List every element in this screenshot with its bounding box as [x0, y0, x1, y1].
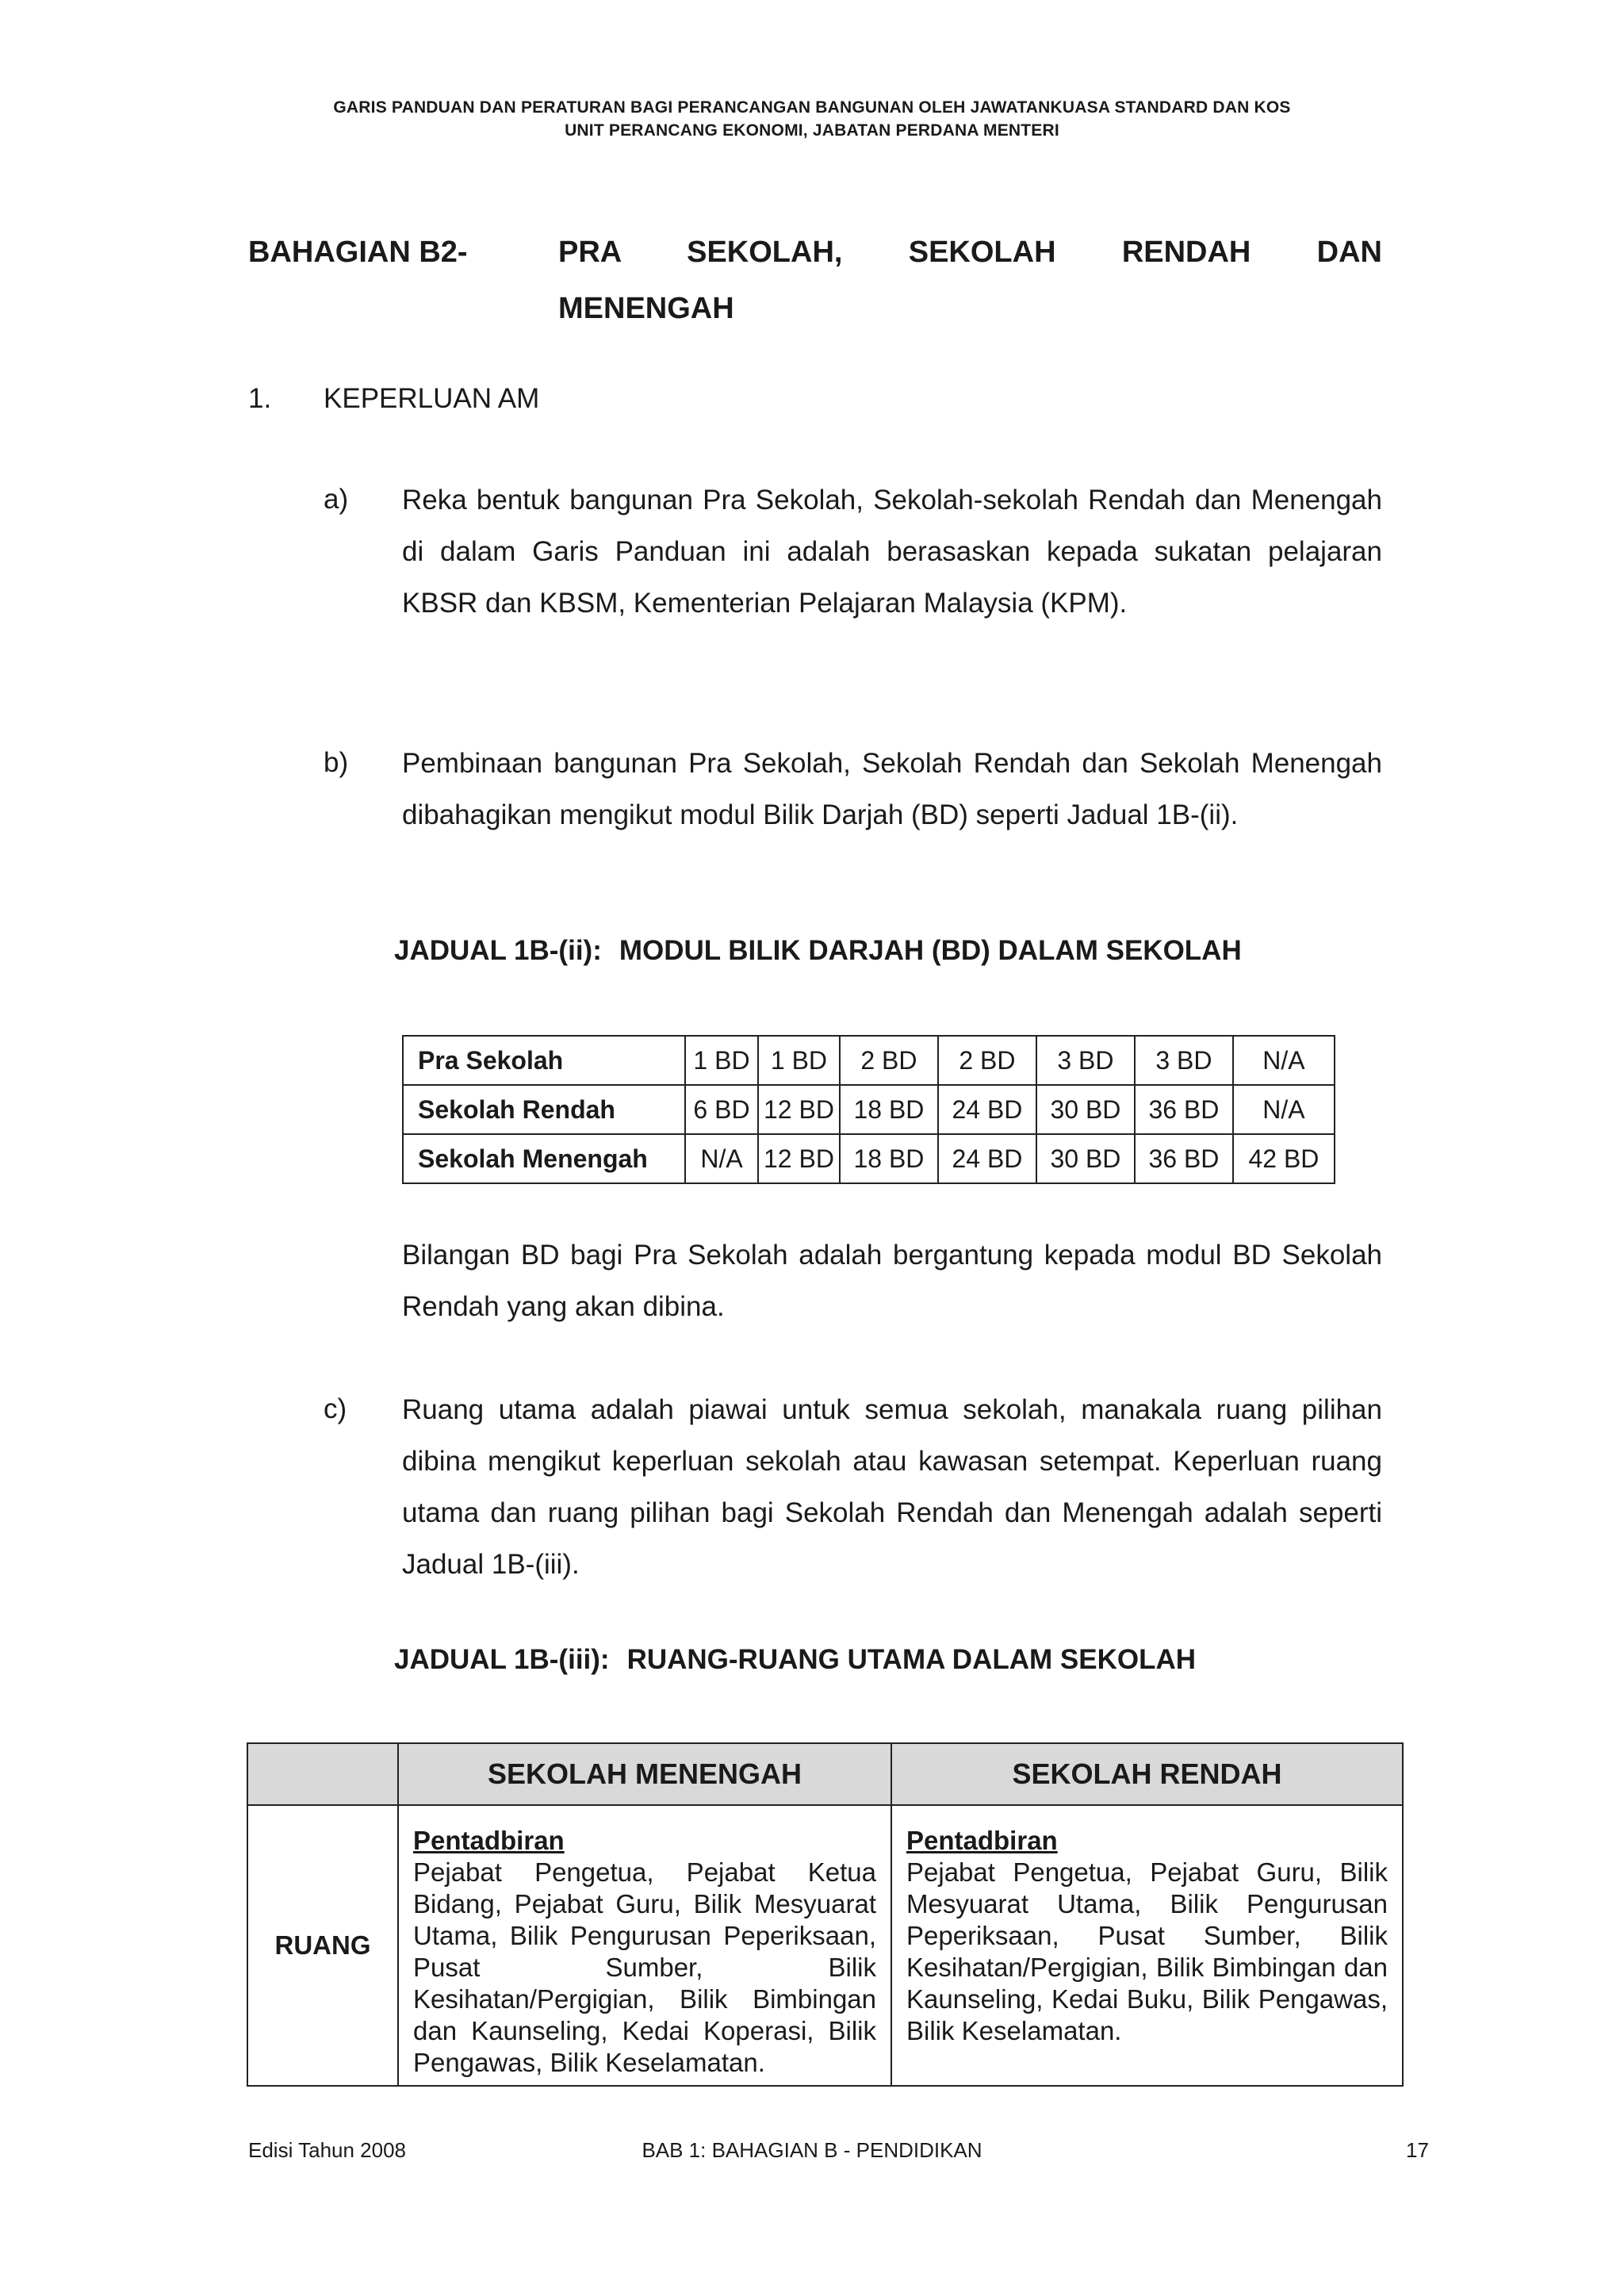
part-title-line1: PRA SEKOLAH, SEKOLAH RENDAH DAN: [558, 236, 1382, 269]
part-title-line2: MENENGAH: [558, 292, 734, 325]
table-cell: 18 BD: [840, 1085, 938, 1134]
row-label-ruang: RUANG: [247, 1805, 398, 2086]
row-label: Sekolah Rendah: [403, 1085, 685, 1134]
table-header-row: [247, 1743, 1403, 1805]
table-cell: 42 BD: [1233, 1134, 1335, 1183]
header-cell-menengah: SEKOLAH MENENGAH: [398, 1743, 891, 1805]
table-row: [403, 1036, 1335, 1085]
running-header-line1: GARIS PANDUAN DAN PERATURAN BAGI PERANCANGAN BANGUNAN OLEH JAWATANKUASA STANDARD DAN KOS: [333, 98, 1291, 117]
section-number: 1.: [248, 383, 272, 414]
menengah-spaces-cell: [398, 1805, 891, 2086]
header-cell-rendah: SEKOLAH RENDAH: [891, 1743, 1403, 1805]
menengah-subhead: Pentadbiran: [413, 1826, 565, 1855]
row-label: Sekolah Menengah: [403, 1134, 685, 1183]
table-cell: 3 BD: [1135, 1036, 1233, 1085]
bd-note: Bilangan BD bagi Pra Sekolah adalah bergantung kepada modul BD Sekolah Rendah yang akan dibina.: [402, 1240, 1382, 1322]
table-cell: 1 BD: [685, 1036, 758, 1085]
table-cell: 36 BD: [1135, 1134, 1233, 1183]
table2-caption-title: RUANG-RUANG UTAMA DALAM SEKOLAH: [626, 1644, 1197, 1675]
table-cell: 30 BD: [1036, 1085, 1135, 1134]
item-a-marker: a): [324, 484, 349, 515]
item-c-marker: c): [324, 1393, 347, 1424]
table2-caption-id: JADUAL 1B-(iii):: [394, 1644, 610, 1675]
table-cell: 24 BD: [938, 1085, 1036, 1134]
row-label: Pra Sekolah: [403, 1036, 685, 1085]
table-cell: N/A: [1233, 1085, 1335, 1134]
table-cell: 2 BD: [938, 1036, 1036, 1085]
rendah-spaces-text: Pejabat Pengetua, Pejabat Guru, Bilik Mesyuarat Utama, Bilik Pengurusan Peperiksaan, Pusat Sumber, Bilik Kesihatan/Pergigian, Bilik Bimbingan dan Kaunseling, Kedai Buku, Bilik Pengawas, Bilik Keselamatan.: [906, 1857, 1388, 2045]
classroom-module-table: [402, 1035, 1335, 1184]
item-b-text: Pembinaan bangunan Pra Sekolah, Sekolah Rendah dan Sekolah Menengah dibahagikan mengikut modul Bilik Darjah (BD) seperti Jadual 1B-(ii).: [402, 748, 1382, 830]
table-cell: 2 BD: [840, 1036, 938, 1085]
table-cell: N/A: [685, 1134, 758, 1183]
rendah-spaces-cell: [891, 1805, 1403, 2086]
item-a-text: Reka bentuk bangunan Pra Sekolah, Sekolah-sekolah Rendah dan Menengah di dalam Garis Panduan ini adalah berasaskan kepada sukatan pelajaran KBSR dan KBSM, Kementerian Pelajaran Malaysia (KPM).: [402, 485, 1382, 619]
table1-caption-title: MODUL BILIK DARJAH (BD) DALAM SEKOLAH: [619, 935, 1242, 966]
table-cell: 18 BD: [840, 1134, 938, 1183]
header-cell-empty: [247, 1743, 398, 1805]
rendah-subhead: Pentadbiran: [906, 1826, 1058, 1855]
table2-caption: [394, 1644, 1196, 1676]
table-cell: 36 BD: [1135, 1085, 1233, 1134]
table-row: [403, 1085, 1335, 1134]
table-cell: N/A: [1233, 1036, 1335, 1085]
footer-chapter: BAB 1: BAHAGIAN B - PENDIDIKAN: [642, 2138, 982, 2162]
table-cell: 6 BD: [685, 1085, 758, 1134]
table-cell: 1 BD: [758, 1036, 840, 1085]
footer-edition: Edisi Tahun 2008: [248, 2138, 407, 2162]
table-cell: 12 BD: [758, 1134, 840, 1183]
menengah-spaces-text: Pejabat Pengetua, Pejabat Ketua Bidang, Pejabat Guru, Bilik Mesyuarat Utama, Bilik Pengurusan Peperiksaan, Pusat Sumber, Bilik Kesihatan/Pergigian, Bilik Bimbingan dan Kaunseling, Kedai Koperasi, Bilik Pengawas, Bilik Keselamatan.: [413, 1857, 876, 2077]
main-spaces-table: [247, 1742, 1404, 2087]
table-cell: 30 BD: [1036, 1134, 1135, 1183]
table1-caption-id: JADUAL 1B-(ii):: [394, 935, 602, 966]
footer-page-number: 17: [1406, 2138, 1429, 2162]
table-cell: 24 BD: [938, 1134, 1036, 1183]
table-cell: 12 BD: [758, 1085, 840, 1134]
running-header-line2: UNIT PERANCANG EKONOMI, JABATAN PERDANA MENTERI: [565, 121, 1059, 140]
table-cell: 3 BD: [1036, 1036, 1135, 1085]
table-row: [247, 1805, 1403, 2086]
item-b-marker: b): [324, 747, 349, 778]
table-row: [403, 1134, 1335, 1183]
table1-caption: [394, 935, 1242, 967]
section-title: KEPERLUAN AM: [324, 383, 540, 414]
part-code: BAHAGIAN B2-: [248, 236, 468, 269]
item-c-text: Ruang utama adalah piawai untuk semua sekolah, manakala ruang pilihan dibina mengikut keperluan sekolah atau kawasan setempat. Keperluan ruang utama dan ruang pilihan bagi Sekolah Rendah dan Menengah adalah seperti Jadual 1B-(iii).: [402, 1394, 1382, 1580]
